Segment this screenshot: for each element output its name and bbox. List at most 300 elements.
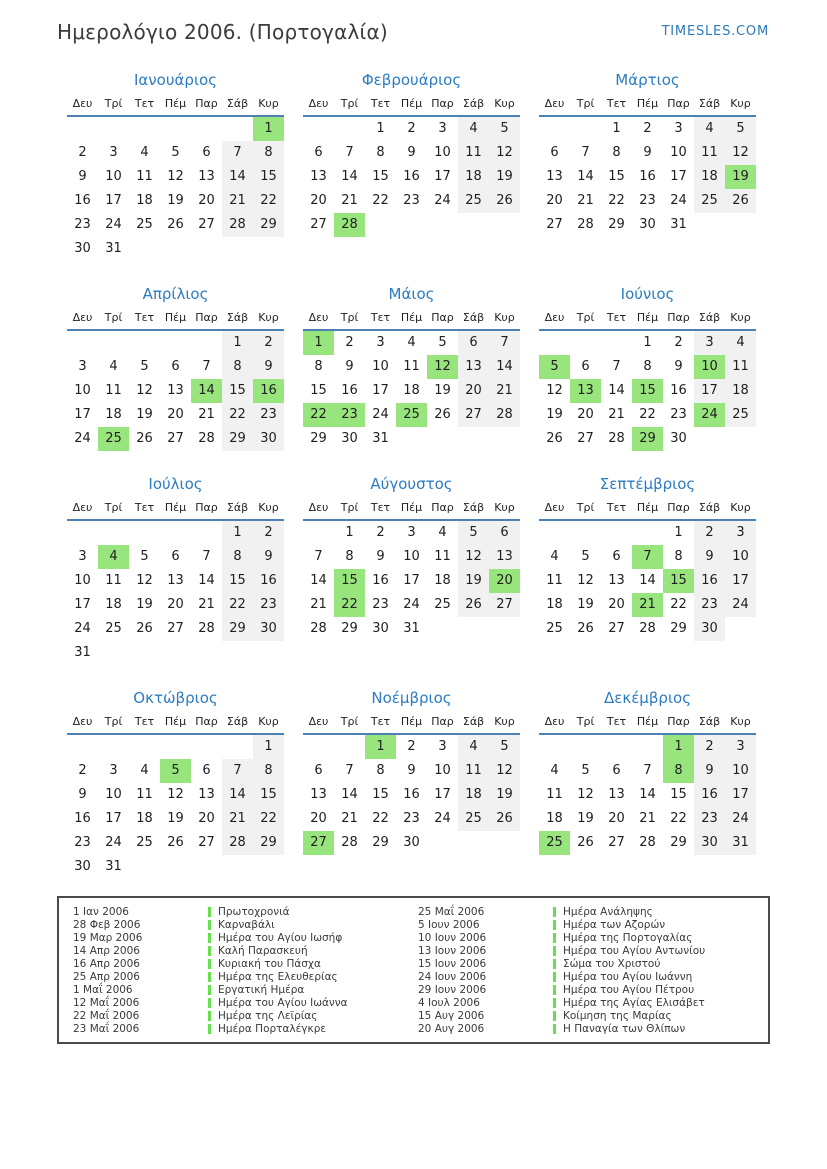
day-cell: 20 xyxy=(458,379,489,403)
month-title: Μάιος xyxy=(388,285,435,303)
day-of-week-header: Κυρ xyxy=(725,310,756,331)
day-cell: 21 xyxy=(341,193,358,208)
day-cell: 28 xyxy=(639,835,656,850)
holiday-day-cell: 1 xyxy=(663,735,694,759)
day-cell xyxy=(427,617,458,641)
day-cell xyxy=(601,735,632,759)
day-cell: 28 xyxy=(198,621,215,636)
day-cell: 2 xyxy=(253,331,284,355)
day-cell: 7 xyxy=(314,549,323,564)
day-cell: 7 xyxy=(222,141,253,165)
legend-date: 16 Απρ 2006 xyxy=(73,957,140,970)
holiday-day-cell: 5 xyxy=(539,355,570,379)
day-cell: 30 xyxy=(694,617,725,641)
day-cell: 29 xyxy=(222,427,253,451)
day-cell: 6 xyxy=(550,145,559,160)
day-cell: 25 xyxy=(458,807,489,831)
day-cell: 3 xyxy=(78,359,87,374)
day-cell: 22 xyxy=(608,193,625,208)
day-cell xyxy=(396,427,427,451)
legend-holiday-name: Κυριακή του Πάσχα xyxy=(218,957,321,970)
month-block xyxy=(67,689,284,879)
month-days-grid xyxy=(303,96,520,237)
legend-holiday-name: Ημέρα της Λεϊρίας xyxy=(218,1009,318,1022)
day-cell: 8 xyxy=(674,549,683,564)
day-cell: 3 xyxy=(674,121,683,136)
day-of-week-header: Σάβ xyxy=(694,96,725,117)
legend-name xyxy=(553,932,692,944)
holiday-legend xyxy=(57,896,770,1044)
legend-row xyxy=(418,1022,763,1035)
day-cell: 10 xyxy=(74,383,91,398)
day-cell: 21 xyxy=(222,807,253,831)
day-cell: 2 xyxy=(78,763,87,778)
day-cell: 5 xyxy=(489,735,520,759)
day-cell xyxy=(191,237,222,261)
day-cell: 28 xyxy=(222,213,253,237)
day-of-week-header: Τρί xyxy=(334,96,365,117)
day-cell: 11 xyxy=(136,787,153,802)
day-cell xyxy=(222,117,253,141)
legend-name xyxy=(208,971,338,983)
day-cell: 4 xyxy=(458,735,489,759)
day-cell: 18 xyxy=(434,573,451,588)
day-cell: 1 xyxy=(253,735,284,759)
day-cell: 30 xyxy=(341,431,358,446)
month-block xyxy=(67,71,284,261)
legend-holiday-name: Κοίμηση της Μαρίας xyxy=(563,1009,672,1022)
holiday-marker-icon xyxy=(208,920,211,930)
day-cell: 10 xyxy=(403,549,420,564)
holiday-day-cell: 1 xyxy=(253,117,284,141)
day-cell xyxy=(129,641,160,665)
legend-name xyxy=(553,997,705,1009)
holiday-day-cell: 25 xyxy=(539,831,570,855)
legend-holiday-name: Ημέρα του Αγίου Πέτρου xyxy=(563,983,695,996)
day-of-week-header: Τρί xyxy=(570,714,601,735)
legend-row xyxy=(418,996,763,1009)
day-cell: 8 xyxy=(222,545,253,569)
day-cell: 28 xyxy=(639,621,656,636)
month-days-grid xyxy=(67,96,284,261)
day-cell: 13 xyxy=(198,787,215,802)
day-of-week-header: Πέμ xyxy=(632,310,663,331)
day-of-week-header: Τετ xyxy=(365,500,396,521)
day-cell: 23 xyxy=(403,193,420,208)
holiday-day-cell: 15 xyxy=(334,569,365,593)
day-cell: 17 xyxy=(74,407,91,422)
day-cell: 5 xyxy=(171,145,180,160)
month-days-grid xyxy=(67,310,284,451)
month-block xyxy=(303,71,520,237)
legend-holiday-name: Πρωτοχρονιά xyxy=(218,905,290,918)
day-cell: 24 xyxy=(372,407,389,422)
day-cell: 6 xyxy=(171,549,180,564)
day-cell: 20 xyxy=(198,811,215,826)
day-cell: 13 xyxy=(310,169,327,184)
day-cell: 30 xyxy=(74,241,91,256)
month-days-grid xyxy=(303,714,520,855)
day-cell: 21 xyxy=(222,189,253,213)
day-of-week-header: Παρ xyxy=(427,500,458,521)
day-cell xyxy=(160,521,191,545)
month-block xyxy=(303,475,520,641)
day-cell: 9 xyxy=(78,169,87,184)
legend-holiday-name: Ημέρα της Πορτογαλίας xyxy=(563,931,693,944)
day-of-week-header: Πέμ xyxy=(632,96,663,117)
holiday-day-cell: 1 xyxy=(303,331,334,355)
day-cell: 15 xyxy=(372,169,389,184)
legend-row xyxy=(73,931,418,944)
legend-holiday-name: Εργατική Ημέρα xyxy=(218,983,305,996)
day-cell: 5 xyxy=(140,549,149,564)
day-cell: 6 xyxy=(314,145,323,160)
day-cell: 15 xyxy=(222,569,253,593)
day-cell: 9 xyxy=(253,355,284,379)
day-cell: 11 xyxy=(546,573,563,588)
day-cell xyxy=(191,735,222,759)
day-cell: 26 xyxy=(136,621,153,636)
day-cell: 11 xyxy=(105,573,122,588)
day-cell: 3 xyxy=(109,145,118,160)
day-cell: 5 xyxy=(581,549,590,564)
legend-holiday-name: Ημέρα του Αγίου Ιωάννα xyxy=(218,996,348,1009)
day-cell: 7 xyxy=(612,359,621,374)
day-cell: 13 xyxy=(608,787,625,802)
holiday-day-cell: 27 xyxy=(303,831,334,855)
holiday-marker-icon xyxy=(208,1011,211,1021)
day-of-week-header: Τετ xyxy=(365,96,396,117)
day-cell: 27 xyxy=(458,403,489,427)
day-cell: 5 xyxy=(458,521,489,545)
legend-row xyxy=(418,905,763,918)
day-cell: 13 xyxy=(489,545,520,569)
day-cell: 9 xyxy=(407,763,416,778)
day-cell: 21 xyxy=(489,379,520,403)
legend-row xyxy=(418,957,763,970)
day-cell: 23 xyxy=(74,835,91,850)
day-cell: 25 xyxy=(136,835,153,850)
day-of-week-header: Πέμ xyxy=(396,96,427,117)
day-cell: 4 xyxy=(140,763,149,778)
day-cell: 29 xyxy=(310,431,327,446)
day-cell: 21 xyxy=(639,811,656,826)
day-cell: 27 xyxy=(608,621,625,636)
day-cell: 10 xyxy=(105,787,122,802)
day-cell: 4 xyxy=(140,145,149,160)
day-cell: 28 xyxy=(198,431,215,446)
day-cell xyxy=(160,237,191,261)
holiday-marker-icon xyxy=(553,1011,556,1021)
day-of-week-header: Δευ xyxy=(67,96,98,117)
day-of-week-header: Παρ xyxy=(427,310,458,331)
holiday-day-cell: 22 xyxy=(334,593,365,617)
day-cell: 27 xyxy=(310,217,327,232)
day-cell: 20 xyxy=(608,597,625,612)
legend-date: 29 Ιουν 2006 xyxy=(418,983,487,996)
day-cell: 29 xyxy=(608,217,625,232)
day-of-week-header: Τρί xyxy=(334,500,365,521)
day-cell: 18 xyxy=(136,811,153,826)
day-of-week-header: Δευ xyxy=(303,714,334,735)
day-cell: 8 xyxy=(222,355,253,379)
month-days-grid xyxy=(539,310,756,451)
day-cell: 28 xyxy=(341,835,358,850)
month-title: Φεβρουάριος xyxy=(361,71,462,89)
legend-date: 25 Μαΐ 2006 xyxy=(418,905,485,918)
day-cell: 13 xyxy=(167,573,184,588)
legend-date: 20 Αυγ 2006 xyxy=(418,1022,485,1035)
legend-name xyxy=(553,971,692,983)
day-cell: 18 xyxy=(694,165,725,189)
day-cell: 5 xyxy=(725,117,756,141)
day-of-week-header: Πέμ xyxy=(396,310,427,331)
day-cell xyxy=(160,855,191,879)
day-cell: 13 xyxy=(310,787,327,802)
day-of-week-header: Σάβ xyxy=(694,310,725,331)
day-cell: 10 xyxy=(74,573,91,588)
day-cell: 9 xyxy=(643,145,652,160)
holiday-marker-icon xyxy=(553,985,556,995)
day-cell: 29 xyxy=(253,831,284,855)
day-cell xyxy=(253,237,284,261)
day-cell: 8 xyxy=(253,141,284,165)
day-cell xyxy=(129,117,160,141)
day-cell: 17 xyxy=(434,169,451,184)
day-cell: 2 xyxy=(674,335,683,350)
day-of-week-header: Πέμ xyxy=(632,714,663,735)
holiday-day-cell: 16 xyxy=(253,379,284,403)
month-days-grid xyxy=(303,500,520,641)
day-of-week-header: Τρί xyxy=(98,500,129,521)
day-cell: 24 xyxy=(403,597,420,612)
day-cell: 3 xyxy=(438,739,447,754)
day-cell: 14 xyxy=(198,573,215,588)
day-cell: 12 xyxy=(167,169,184,184)
day-cell: 30 xyxy=(639,217,656,232)
day-cell: 28 xyxy=(577,217,594,232)
day-cell: 16 xyxy=(403,169,420,184)
day-cell xyxy=(632,735,663,759)
day-cell xyxy=(458,831,489,855)
day-cell: 24 xyxy=(74,431,91,446)
day-cell: 21 xyxy=(198,597,215,612)
day-cell: 18 xyxy=(725,379,756,403)
day-of-week-header: Κυρ xyxy=(253,714,284,735)
day-of-week-header: Κυρ xyxy=(489,310,520,331)
day-cell: 3 xyxy=(725,735,756,759)
day-cell: 26 xyxy=(434,407,451,422)
day-cell xyxy=(334,735,365,759)
day-cell: 31 xyxy=(105,241,122,256)
day-cell: 17 xyxy=(725,783,756,807)
day-cell: 2 xyxy=(78,145,87,160)
day-cell: 17 xyxy=(434,787,451,802)
day-cell xyxy=(489,831,520,855)
day-cell: 27 xyxy=(608,835,625,850)
day-cell: 12 xyxy=(458,545,489,569)
day-cell xyxy=(303,735,334,759)
day-cell: 22 xyxy=(670,597,687,612)
day-cell xyxy=(98,641,129,665)
holiday-marker-icon xyxy=(208,1024,211,1034)
day-cell: 2 xyxy=(407,739,416,754)
day-of-week-header: Πέμ xyxy=(160,310,191,331)
holiday-marker-icon xyxy=(553,972,556,982)
day-cell: 2 xyxy=(253,521,284,545)
day-cell: 14 xyxy=(341,169,358,184)
day-cell: 15 xyxy=(253,783,284,807)
day-cell: 5 xyxy=(438,335,447,350)
day-cell xyxy=(67,521,98,545)
day-cell: 21 xyxy=(577,193,594,208)
day-cell: 17 xyxy=(372,383,389,398)
legend-date: 4 Ιουλ 2006 xyxy=(418,996,480,1009)
day-of-week-header: Σάβ xyxy=(458,500,489,521)
day-of-week-header: Πέμ xyxy=(632,500,663,521)
day-cell: 9 xyxy=(345,359,354,374)
day-cell: 6 xyxy=(612,763,621,778)
legend-row xyxy=(418,931,763,944)
day-cell: 17 xyxy=(105,193,122,208)
legend-name xyxy=(553,984,694,996)
day-cell: 15 xyxy=(608,169,625,184)
legend-row xyxy=(418,918,763,931)
day-cell: 13 xyxy=(198,169,215,184)
day-cell: 19 xyxy=(489,165,520,189)
day-of-week-header: Κυρ xyxy=(489,500,520,521)
day-cell: 7 xyxy=(222,759,253,783)
day-cell xyxy=(160,331,191,355)
day-cell: 23 xyxy=(253,593,284,617)
day-cell: 1 xyxy=(222,521,253,545)
legend-date: 25 Απρ 2006 xyxy=(73,970,140,983)
holiday-day-cell: 12 xyxy=(427,355,458,379)
day-of-week-header: Παρ xyxy=(663,310,694,331)
holiday-day-cell: 25 xyxy=(396,403,427,427)
day-cell: 11 xyxy=(694,141,725,165)
day-cell: 28 xyxy=(310,621,327,636)
holiday-day-cell: 24 xyxy=(694,403,725,427)
day-of-week-header: Παρ xyxy=(427,714,458,735)
legend-date: 10 Ιουν 2006 xyxy=(418,931,487,944)
month-days-grid xyxy=(67,500,284,665)
day-cell: 23 xyxy=(253,403,284,427)
day-of-week-header: Κυρ xyxy=(725,714,756,735)
day-cell: 23 xyxy=(403,811,420,826)
day-cell: 16 xyxy=(253,569,284,593)
day-of-week-header: Δευ xyxy=(67,500,98,521)
day-cell: 2 xyxy=(345,335,354,350)
month-block xyxy=(303,285,520,451)
day-cell: 27 xyxy=(198,217,215,232)
day-cell: 12 xyxy=(489,141,520,165)
month-block xyxy=(539,71,756,237)
day-cell xyxy=(725,617,756,641)
legend-name xyxy=(553,1023,685,1035)
day-cell: 22 xyxy=(253,189,284,213)
day-cell xyxy=(303,521,334,545)
day-cell xyxy=(458,213,489,237)
holiday-day-cell: 21 xyxy=(632,593,663,617)
legend-name xyxy=(553,1010,672,1022)
page-title: Ημερολόγιο 2006. (Πορτογαλία) xyxy=(57,20,388,44)
day-cell xyxy=(489,427,520,451)
day-cell: 23 xyxy=(694,807,725,831)
day-of-week-header: Τετ xyxy=(601,96,632,117)
holiday-marker-icon xyxy=(208,946,211,956)
day-cell: 3 xyxy=(725,521,756,545)
legend-date: 5 Ιουν 2006 xyxy=(418,918,480,931)
legend-holiday-name: Ημέρα των Αζορών xyxy=(563,918,666,931)
day-cell: 4 xyxy=(438,525,447,540)
day-cell xyxy=(427,427,458,451)
day-cell: 25 xyxy=(105,621,122,636)
day-cell: 28 xyxy=(489,403,520,427)
day-cell xyxy=(427,831,458,855)
day-cell: 27 xyxy=(198,835,215,850)
holiday-day-cell: 4 xyxy=(98,545,129,569)
day-of-week-header: Τετ xyxy=(129,96,160,117)
legend-holiday-name: Ημέρα Πορταλέγκρε xyxy=(218,1022,327,1035)
day-cell xyxy=(539,521,570,545)
day-cell xyxy=(365,213,396,237)
day-of-week-header: Σάβ xyxy=(222,310,253,331)
day-cell: 24 xyxy=(670,193,687,208)
day-cell xyxy=(489,213,520,237)
day-of-week-header: Σάβ xyxy=(458,96,489,117)
day-cell: 16 xyxy=(670,383,687,398)
day-cell: 10 xyxy=(434,763,451,778)
day-cell: 25 xyxy=(458,189,489,213)
legend-holiday-name: Ημέρα του Αγίου Αντωνίου xyxy=(563,944,706,957)
day-of-week-header: Δευ xyxy=(539,500,570,521)
day-cell: 2 xyxy=(643,121,652,136)
holiday-day-cell: 14 xyxy=(191,379,222,403)
day-cell xyxy=(725,213,756,237)
month-title: Σεπτέμβριος xyxy=(599,475,696,493)
month-days-grid xyxy=(539,96,756,237)
day-cell xyxy=(160,641,191,665)
brand-link[interactable]: TIMESLES.COM xyxy=(661,24,769,39)
day-cell xyxy=(129,331,160,355)
day-cell xyxy=(253,855,284,879)
day-cell: 27 xyxy=(167,621,184,636)
legend-date: 24 Ιουν 2006 xyxy=(418,970,487,983)
day-cell: 24 xyxy=(105,217,122,232)
day-cell: 22 xyxy=(222,403,253,427)
day-cell: 21 xyxy=(608,407,625,422)
month-days-grid xyxy=(539,714,756,855)
day-cell: 20 xyxy=(167,597,184,612)
day-cell xyxy=(601,521,632,545)
page-header xyxy=(0,0,827,44)
day-cell: 12 xyxy=(546,383,563,398)
holiday-marker-icon xyxy=(208,972,211,982)
day-cell: 11 xyxy=(725,355,756,379)
day-cell: 25 xyxy=(136,217,153,232)
day-cell: 4 xyxy=(458,117,489,141)
day-cell: 17 xyxy=(670,169,687,184)
day-of-week-header: Τρί xyxy=(570,500,601,521)
day-of-week-header: Τρί xyxy=(570,96,601,117)
holiday-marker-icon xyxy=(208,959,211,969)
month-days-grid xyxy=(67,714,284,879)
day-cell: 1 xyxy=(222,331,253,355)
day-cell xyxy=(458,617,489,641)
day-cell: 3 xyxy=(78,549,87,564)
day-of-week-header: Παρ xyxy=(663,500,694,521)
